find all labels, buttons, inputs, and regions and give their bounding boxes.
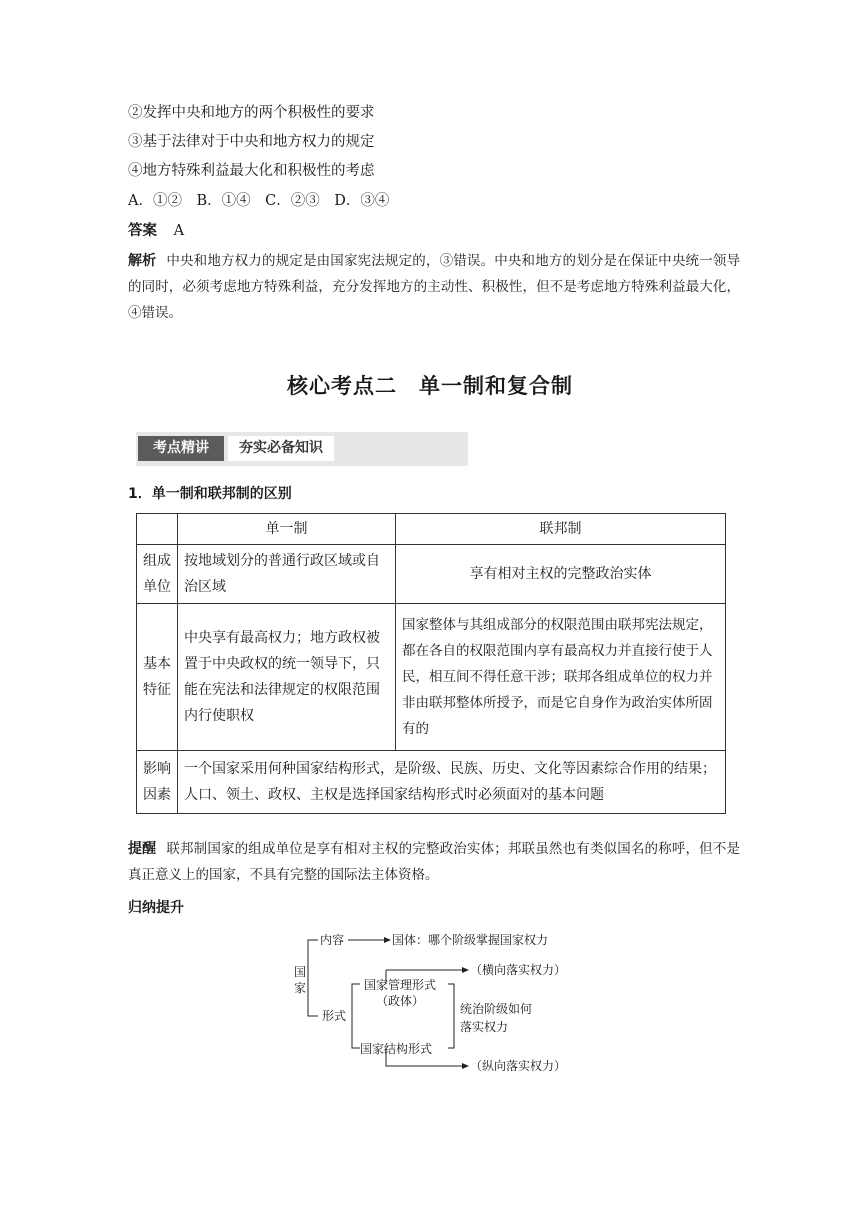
table-row	[137, 545, 726, 604]
reminder-text: 联邦制国家的组成单位是享有相对主权的完整政治实体；邦联虽然也有类似国名的称呼，但不是真正意义上的国家，不具有完整的国际法主体资格。	[128, 841, 741, 883]
section-title-part2: 单一制和复合制	[419, 374, 573, 398]
option-3: ③基于法律对于中央和地方权力的规定	[128, 134, 375, 150]
diagram-content: 内容	[320, 933, 345, 947]
row-label-text: 影响因素	[143, 761, 171, 803]
summary-title: 归纳提升	[128, 900, 184, 916]
diagram-gov-form-2: （政体）	[376, 994, 425, 1008]
answer-line	[128, 221, 184, 241]
table-title: 1．单一制和联邦制的区别	[128, 486, 292, 502]
answer-value: A	[173, 223, 185, 239]
answer-label: 答案	[128, 223, 157, 239]
state-form-diagram	[280, 926, 600, 1084]
diagram-ruling-1: 统治阶级如何	[460, 1002, 533, 1016]
section-banner	[136, 432, 468, 466]
table-header-row	[137, 514, 726, 545]
table-row	[137, 604, 726, 751]
reminder-label: 提醒	[128, 841, 157, 857]
diagram-root: 国家	[294, 965, 307, 995]
diagram-struct-form: 国家结构形式	[360, 1042, 433, 1056]
row-label-text: 基本特征	[143, 656, 171, 698]
diagram-ruling-2: 落实权力	[460, 1020, 509, 1034]
section-title	[0, 370, 860, 400]
reminder-paragraph	[128, 836, 740, 888]
analysis-text: 中央和地方权力的规定是由国家宪法规定的，③错误。中央和地方的划分是在保证中央统一领导的同时，必须考虑地方特殊利益，充分发挥地方的主动性、积极性，但不是考虑地方特殊利益最大化，④错误。	[128, 253, 741, 321]
table-header-unitary: 单一制	[178, 514, 396, 545]
cell-federal-composition: 享有相对主权的完整政治实体	[396, 545, 726, 604]
row-label-factors	[137, 751, 178, 814]
cell-unitary-features: 中央享有最高权力；地方政权被置于中央政权的统一领导下，只能在宪法和法律规定的权限范围内行使职权	[178, 604, 396, 751]
section-title-part1: 核心考点二	[287, 374, 397, 398]
diagram-vertical: （纵向落实权力）	[470, 1059, 567, 1073]
analysis-paragraph	[128, 248, 740, 326]
analysis-label: 解析	[128, 253, 157, 269]
diagram-gov-form-1: 国家管理形式	[364, 978, 437, 992]
cell-federal-features: 国家整体与其组成部分的权限范围由联邦宪法规定，都在各自的权限范围内享有最高权力并直接行使于人民，相互间不得任意干涉；联邦各组成单位的权力并非由联邦整体所授予，而是它自身作为政治实体所固有的	[396, 604, 726, 751]
diagram-horizontal: （横向落实权力）	[470, 963, 567, 977]
cell-factors: 一个国家采用何种国家结构形式，是阶级、民族、历史、文化等因素综合作用的结果；人口、领土、政权、主权是选择国家结构形式时必须面对的基本问题	[178, 751, 726, 814]
row-label-features	[137, 604, 178, 751]
diagram-form: 形式	[322, 1009, 347, 1023]
banner-left: 考点精讲	[138, 436, 224, 461]
table-header-federal: 联邦制	[396, 514, 726, 545]
answer-choices: A．①② B．①④ C．②③ D．③④	[128, 193, 390, 209]
row-label-composition	[137, 545, 178, 604]
banner-right: 夯实必备知识	[228, 436, 334, 461]
comparison-table	[136, 513, 726, 814]
table-header-empty	[137, 514, 178, 545]
diagram-content-target: 国体：哪个阶级掌握国家权力	[392, 933, 549, 947]
option-2: ②发挥中央和地方的两个积极性的要求	[128, 105, 375, 121]
table-row	[137, 751, 726, 814]
option-4: ④地方特殊利益最大化和积极性的考虑	[128, 163, 375, 179]
row-label-text: 组成单位	[143, 553, 171, 595]
cell-unitary-composition: 按地域划分的普通行政区域或自治区域	[178, 545, 396, 604]
